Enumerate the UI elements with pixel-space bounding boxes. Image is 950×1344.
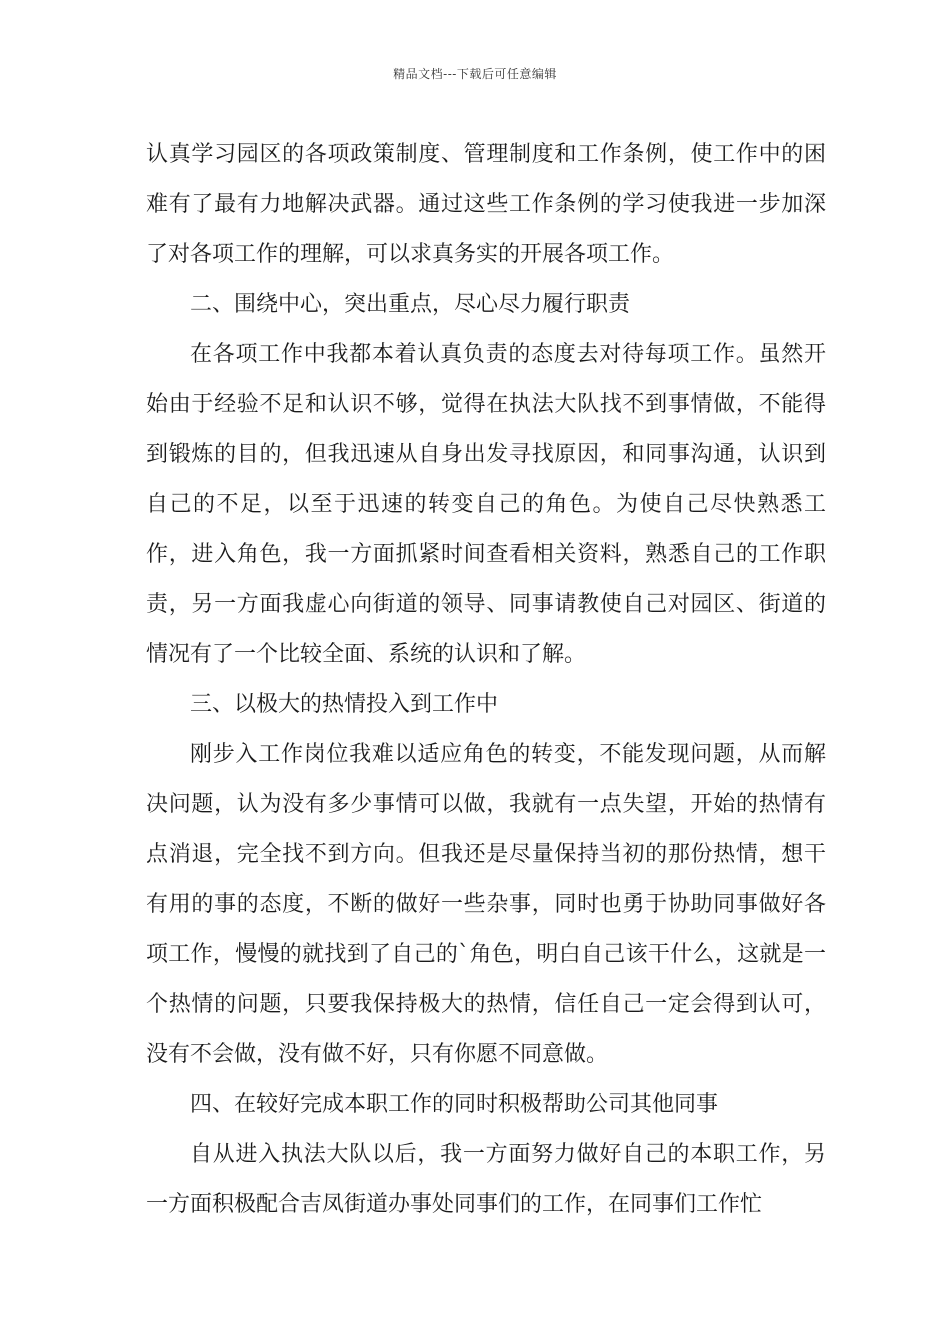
document-body (146, 130, 826, 1230)
section-heading-2: 二、围绕中心，突出重点，尽心尽力履行职责 (190, 292, 631, 317)
section-heading-3: 三、以极大的热情投入到工作中 (190, 692, 499, 717)
paragraph-helping-colleagues: 自从进入执法大队以后，我一方面努力做好自己的本职工作，另一方面积极配合吉凤街道办事处同事们的工作，在同事们工作忙 (146, 1142, 826, 1217)
page-header: 精品文档---下载后可任意编辑 (393, 67, 557, 81)
paragraph-study-regulations: 认真学习园区的各项政策制度、管理制度和工作条例，使工作中的困难有了最有力地解决武器。通过这些工作条例的学习使我进一步加深了对各项工作的理解，可以求真务实的开展各项工作。 (146, 142, 826, 267)
paragraph-responsibility: 在各项工作中我都本着认真负责的态度去对待每项工作。虽然开始由于经验不足和认识不够，觉得在执法大队找不到事情做，不能得到锻炼的目的，但我迅速从自身出发寻找原因，和同事沟通，认识到自己的不足，以至于迅速的转变自己的角色。为使自己尽快熟悉工作，进入角色，我一方面抓紧时间查看相关资料，熟悉自己的工作职责，另一方面我虚心向街道的领导、同事请教使自己对园区、街道的情况有了一个比较全面、系统的认识和了解。 (146, 342, 826, 667)
section-heading-4: 四、在较好完成本职工作的同时积极帮助公司其他同事 (190, 1092, 719, 1117)
paragraph-enthusiasm: 刚步入工作岗位我难以适应角色的转变，不能发现问题，从而解决问题，认为没有多少事情可以做，我就有一点失望，开始的热情有点消退，完全找不到方向。但我还是尽量保持当初的那份热情，想干有用的事的态度，不断的做好一些杂事，同时也勇于协助同事做好各项工作，慢慢的就找到了自己的`角色，明白自己该干什么，这就是一个热情的问题，只要我保持极大的热情，信任自己一定会得到认可，没有不会做，没有做不好，只有你愿不同意做。 (146, 742, 826, 1067)
